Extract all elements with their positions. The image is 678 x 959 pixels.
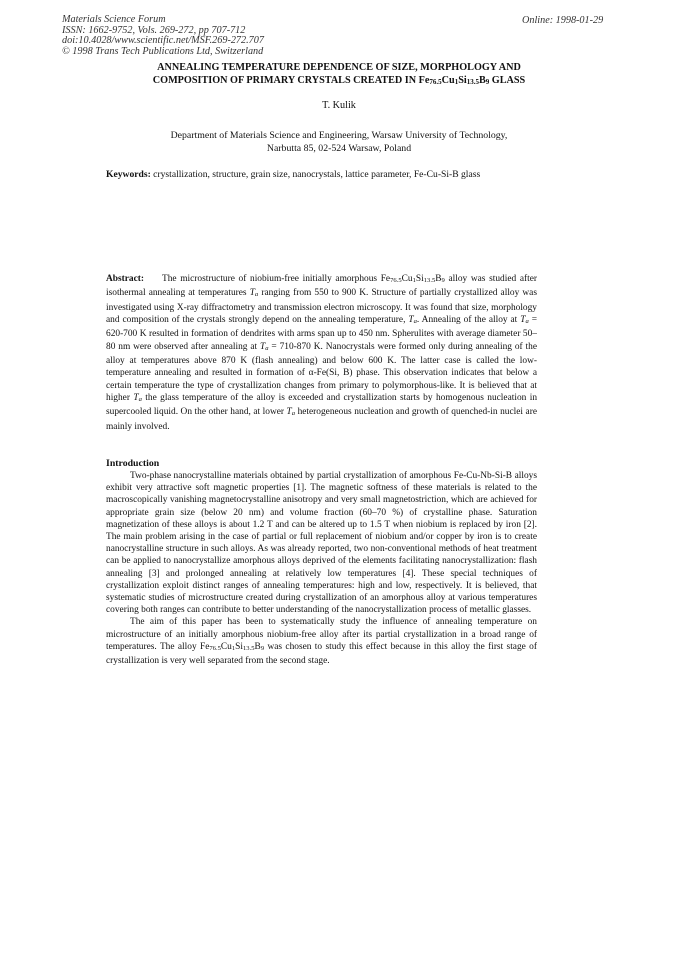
keywords: [106, 169, 576, 181]
introduction-heading: Introduction: [106, 458, 160, 469]
affiliation: [100, 130, 578, 155]
abstract: Abstract: The microstructure of niobium-free initially amorphous $Fe_{76.5}Cu_1Si_{13.5}B_9$ alloy was studied after isothermal annealing at temperatures $T_a$ ranging from 550 to 900 K. Structure of partially crystallized alloy was investigated using X-ray diffractometry and transmission electron microscopy. It was found that size, morphology and composition of the crystals strongly depend on the annealing temperature, $T_a$. Annealing of the alloy at $T_a = 620-700$ K resulted in formation of dendrites with arms span up to 450 nm. Spherulites with average diameter 50–80 nm were observed after annealing at $T_a = 710-870$ K. Nanocrystals were formed only during annealing of the alloy at temperatures above 870 K (flash annealing) and below 600 K. The latter case is called the low-temperature annealing and resulted in formation of α-Fe(Si, B) phase. This observation indicates that below a certain temperature the type of crystallization changes from primary to polymorphous-like. It is believed that at higher $T_a$ the glass temperature of the alloy is exceeded and crystallization starts by homogenous nucleation in supercooled liquid. On the other hand, at lower $T_a$ heterogeneous nucleation and growth of quenched-in nuclei are mainly involved.: [106, 274, 538, 432]
paper-title: [80, 62, 598, 88]
title-line-1: ANNEALING TEMPERATURE DEPENDENCE OF SIZE, MORPHOLOGY AND: [157, 62, 521, 73]
keywords-text: crystallization, structure, grain size, nanocrystals, lattice parameter, Fe-Cu-Si-B glass: [150, 169, 481, 180]
abstract-label: Abstract:: [106, 274, 145, 284]
doi-line[interactable]: doi:10.4028/www.scientific.net/MSF.269-272.707: [62, 35, 264, 47]
intro-paragraph-2: The aim of this paper has been to systematically study the influence of annealing temperature on microstructure of an initially amorphous niobium-free alloy after its partial crystallization in a broad range of temperatures. The alloy $Fe_{76.5}Cu_1Si_{13.5}B_9$ was chosen to study this effect because in this alloy the first stage of crystallization is very well separated from the second stage.: [106, 617, 537, 667]
affiliation-line-2: Narbutta 85, 02-524 Warsaw, Poland: [266, 142, 412, 154]
affiliation-line-1: Department of Materials Science and Engineering, Warsaw University of Technology,: [170, 130, 508, 141]
introduction-body: [106, 470, 537, 667]
issn-line: ISSN: 1662-9752, Vols. 269-272, pp 707-712: [62, 24, 246, 36]
author-name: T. Kulik: [322, 100, 356, 111]
copyright-line: © 1998 Trans Tech Publications Ltd, Switzerland: [62, 45, 264, 57]
journal-header: [62, 15, 264, 57]
keywords-label: Keywords:: [106, 169, 151, 180]
journal-name: Materials Science Forum: [62, 14, 166, 25]
intro-paragraph-1: Two-phase nanocrystalline materials obtained by partial crystallization of amorphous Fe-Cu-Nb-Si-B alloys exhibit very attractive soft magnetic properties [1]. The magnetic softness of these materials is related to the macroscopically vanishing magnetocrystalline anisotropy and very small magnetostriction, which are achieved for appropriate grain size (below 20 nm) and volume fraction (60–70 %) of crystalline phase. Saturation magnetization of these alloys is about 1.2 T and can be altered up to 1.5 T when niobium is replaced by iron [2]. The main problem arising in the case of partial or full replacement of niobium and/or copper by iron is to create nanocrystalline structure in such alloys. As was already reported, two non-conventional methods of heat treatment can be applied to nanocrystallize amorphous alloys deprived of the elements facilitating nanocrystallization: flash annealing [3] and prolonged annealing at relatively low temperatures [4]. These special techniques of crystallization exploit distinct ranges of annealing temperatures: high and low, respectively. It is believed, that systematic studies of microstructure created during crystallization of an amorphous alloy at various temperatures covering both ranges can contribute to better understanding of the nanocrystallization process of metallic glasses.: [106, 471, 537, 616]
title-line-2: COMPOSITION OF PRIMARY CRYSTALS CREATED IN $Fe_{76.5}Cu_1Si_{13.5}B_9$ GLASS: [152, 74, 526, 86]
online-date: Online: 1998-01-29: [522, 15, 604, 26]
